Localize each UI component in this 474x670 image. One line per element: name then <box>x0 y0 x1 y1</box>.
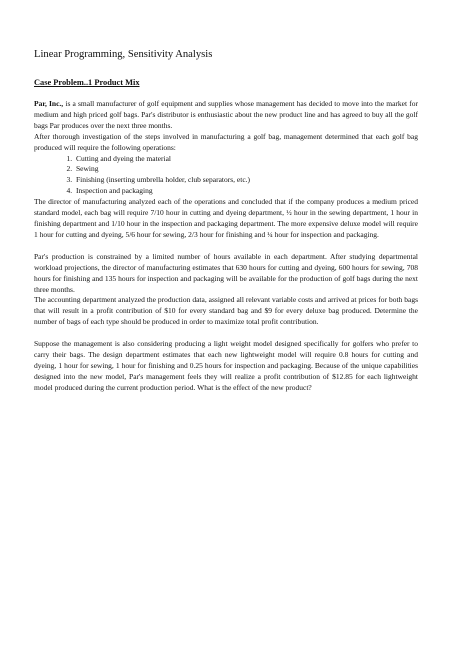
list-item: 1. Cutting and dyeing the material <box>74 154 418 165</box>
paragraph-gap <box>34 328 418 339</box>
case-title: Case Problem..1 Product Mix <box>34 78 140 87</box>
document-title: Linear Programming, Sensitivity Analysis <box>34 49 213 60</box>
list-item: 2. Sewing <box>74 164 418 175</box>
lightweight-paragraph: Suppose the management is also considering producing a light weight model designed specifically for golfers who prefer to carry their bags. The design department estimates that each new lightweight model will require 0.8 hours for cutting and dyeing, 1 hour for sewing, 1 hour for finishing and 0.25 hours for inspection and packaging. Because of the unique capabilities designed into the new model, Par's management feels they will realize a profit contribution of $12.85 for each lightweight model produced during the current production period. What is the effect of the new product? <box>34 339 418 392</box>
company-name: Par, Inc., <box>34 99 64 108</box>
director-paragraph: The director of manufacturing analyzed each of the operations and concluded that if the company produces a medium priced standard model, each bag will require 7/10 hour in cutting and dyeing department, ½ hour in the sewing department, 1 hour in finishing department and 1/10 hour in the inspection and packaging department. The more expensive deluxe model will require 1 hour for cutting and dyeing, 5/6 hour for sewing, 2/3 hour for finishing and ¼ hour for inspection and packaging. <box>34 197 418 239</box>
intro-text: is a small manufacturer of golf equipment and supplies whose management has decided to move into the market for medium and high priced golf bags. Par's distributor is enthusiastic about the new product line and has agreed to buy all the golf bags Par produces over the next three months. <box>34 99 418 130</box>
list-item: 4. Inspection and packaging <box>74 186 418 197</box>
production-paragraph: Par's production is constrained by a limited number of hours available in each department. After studying departmental workload projections, the director of manufacturing estimates that 630 hours for cutting and dyeing, 600 hours for sewing, 708 hours for finishing and 135 hours for inspection and packaging will be available for the production of golf bags during the next three months. <box>34 251 418 294</box>
intro-paragraph <box>34 99 418 132</box>
investigation-paragraph: After thorough investigation of the steps involved in manufacturing a golf bag, management determined that each golf bag produced will require the following operations: <box>34 131 418 152</box>
operations-list <box>34 154 418 198</box>
paragraph-gap <box>34 241 418 252</box>
accounting-paragraph: The accounting department analyzed the production data, assigned all relevant variable costs and arrived at prices for both bags that will result in a profit contribution of $10 for every standard bag and $9 for every deluxe bag produced. Determine the number of bags of each type should be produced in order to maximize total profit contribution. <box>34 295 418 327</box>
list-item: 3. Finishing (inserting umbrella holder, club separators, etc.) <box>74 175 418 186</box>
